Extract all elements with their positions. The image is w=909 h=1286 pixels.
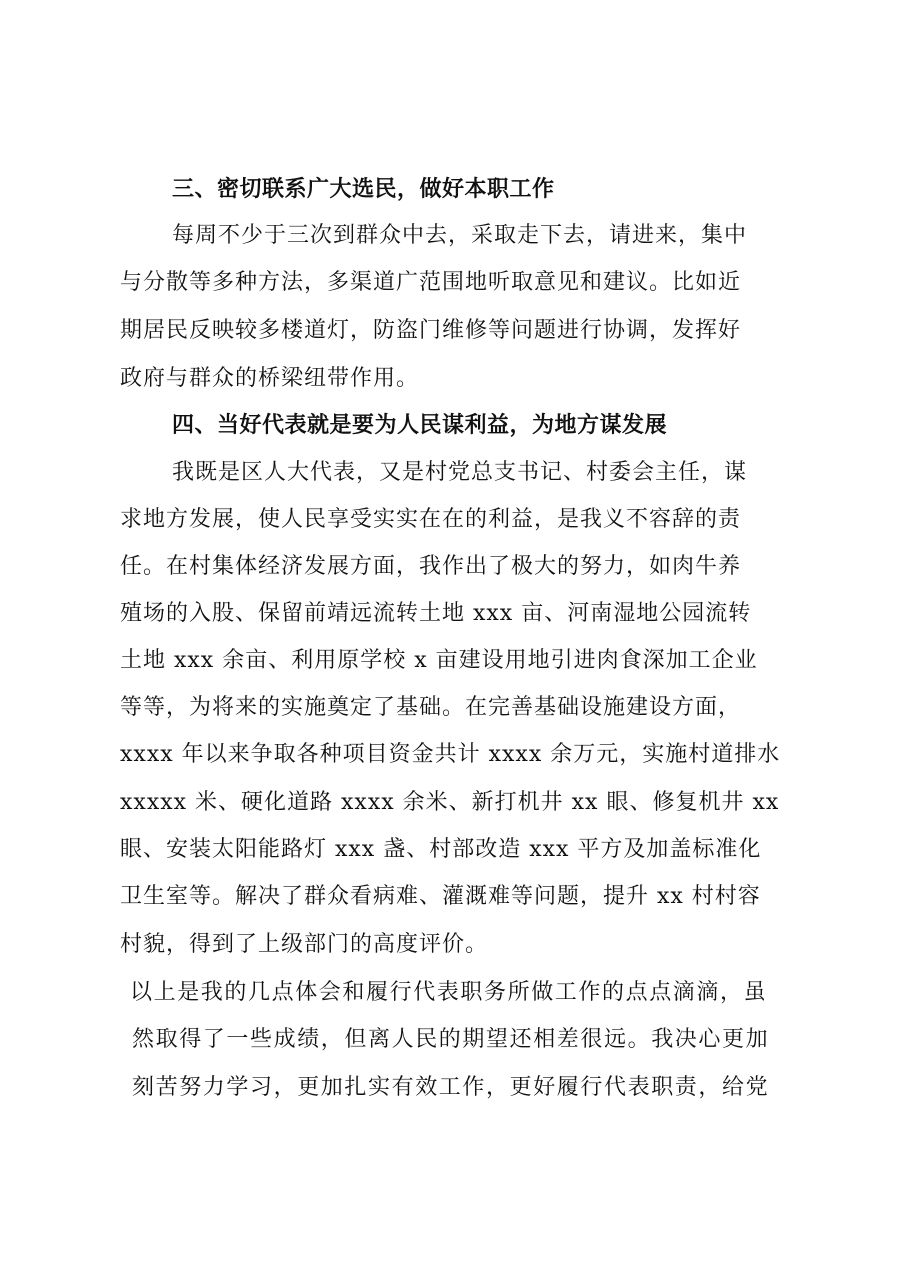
section-4-line-7: xxxx 年以来争取各种项目资金共计 xxxx 余万元，实施村道排水 — [120, 742, 781, 767]
closing-line-1: 以上是我的几点体会和履行代表职务所做工作的点点滴滴，虽 — [130, 980, 768, 1005]
section-4-line-1: 我既是区人大代表，又是村党总支书记、村委会主任，谋 — [172, 460, 748, 485]
section-4-line-4: 殖场的入股、保留前靖远流转土地 xxx 亩、河南湿地公园流转 — [120, 601, 752, 626]
section-4-line-6: 等等，为将来的实施奠定了基础。在完善基础设施建设方面， — [120, 695, 742, 720]
section-4-line-11: 村貌，得到了上级部门的高度评价。 — [120, 932, 489, 957]
section-4-line-8: xxxxx 米、硬化道路 xxxx 余米、新打机井 xx 眼、修复机井 xx — [120, 790, 780, 815]
section-4-line-10: 卫生室等。解决了群众看病难、灌溉难等问题，提升 xx 村村容 — [120, 884, 761, 909]
section-3-line-4: 政府与群众的桥梁纽带作用。 — [120, 366, 420, 391]
section-4-line-2: 求地方发展，使人民享受实实在在的利益，是我义不容辞的责 — [120, 507, 742, 532]
section-4-heading: 四、当好代表就是要为人民谋利益，为地方谋发展 — [172, 413, 668, 438]
section-4-line-5: 土地 xxx 余亩、利用原学校 x 亩建设用地引进肉食深加工企业 — [120, 648, 758, 673]
section-3-line-1: 每周不少于三次到群众中去，采取走下去，请进来，集中 — [172, 223, 748, 248]
closing-line-2: 然取得了一些成绩，但离人民的期望还相差很远。我决心更加 — [132, 1027, 770, 1052]
section-3-heading: 三、密切联系广大选民，做好本职工作 — [172, 177, 555, 202]
section-3-line-2: 与分散等多种方法，多渠道广范围地听取意见和建议。比如近 — [120, 270, 742, 295]
section-4-line-9: 眼、安装太阳能路灯 xxx 盏、村部改造 xxx 平方及加盖标准化 — [120, 837, 762, 862]
closing-line-3: 刻苦努力学习，更加扎实有效工作，更好履行代表职责，给党 — [132, 1075, 770, 1100]
section-4-line-3: 任。在村集体经济发展方面，我作出了极大的努力，如肉牛养 — [120, 554, 742, 579]
section-3-line-3: 期居民反映较多楼道灯，防盗门维修等问题进行协调，发挥好 — [120, 318, 742, 343]
